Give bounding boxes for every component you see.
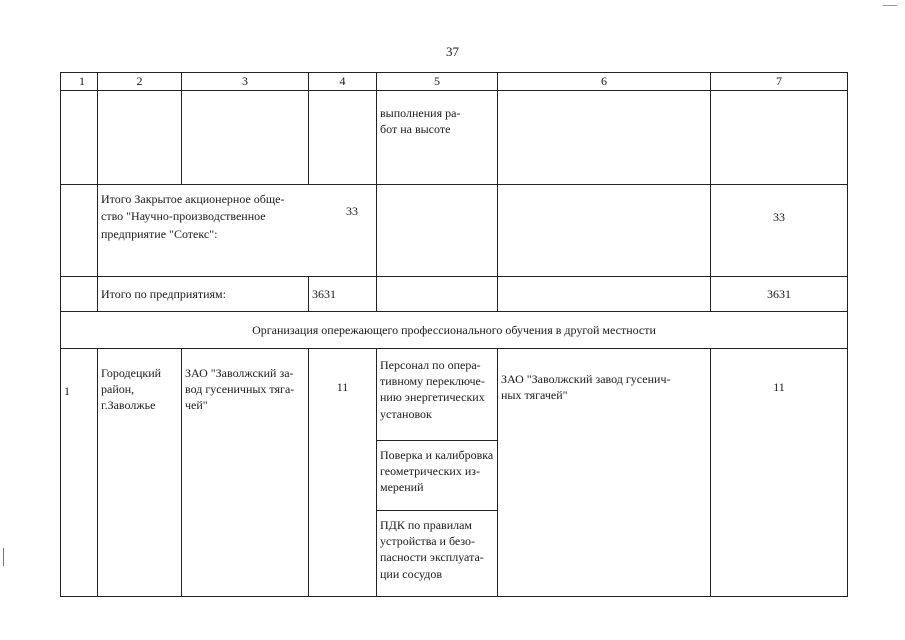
overall-total-count: 3631 xyxy=(309,277,377,312)
header-cell: 1 xyxy=(61,73,98,91)
table-cell xyxy=(377,277,498,312)
table-cell xyxy=(61,277,98,312)
section-header-row xyxy=(61,312,848,349)
page-number: 37 xyxy=(446,44,459,59)
overall-total-label: Итого по предприятиям: xyxy=(98,277,309,312)
column-number-header-row xyxy=(61,73,848,91)
table-row xyxy=(61,185,848,277)
table-cell xyxy=(498,277,711,312)
header-cell: 7 xyxy=(711,73,848,91)
company-total-count: 33 xyxy=(346,204,358,218)
header-cell: 3 xyxy=(182,73,309,91)
data-table xyxy=(60,72,848,597)
company-total-cell xyxy=(98,185,377,277)
table-cell xyxy=(182,91,309,185)
table-cell xyxy=(309,91,377,185)
training-program-cell: Поверка и калибровка геометрических из- мерений xyxy=(377,441,498,511)
table-cell xyxy=(61,185,98,277)
section-title: Организация опережающего профессионального обучения в другой местности xyxy=(61,312,848,349)
training-program-cell: Персонал по опера- тивному переключе- нию энергетических установок xyxy=(377,349,498,441)
participant-count-col7: 11 xyxy=(711,349,848,597)
header-cell: 6 xyxy=(498,73,711,91)
table-row xyxy=(61,349,848,441)
participant-count: 11 xyxy=(309,349,377,597)
table-row xyxy=(61,91,848,185)
header-cell: 4 xyxy=(309,73,377,91)
header-cell: 2 xyxy=(98,73,182,91)
table-cell xyxy=(61,91,98,185)
table-cell xyxy=(498,91,711,185)
district-cell: Городецкий район, г.Заволжье xyxy=(98,349,182,597)
training-program-cell: выполнения ра- бот на высоте xyxy=(377,91,498,185)
table-row xyxy=(61,277,848,312)
company-total-label: Итого Закрытое акционерное обще- ство "Научно-производственное предприятие "Сотекс": xyxy=(101,192,285,241)
organization-cell: ЗАО "Заволжский за- вод гусеничных тяга- чей" xyxy=(182,349,309,597)
scan-edge-mark xyxy=(3,548,4,566)
table-cell xyxy=(711,91,848,185)
overall-total-count-col7: 3631 xyxy=(711,277,848,312)
table-cell xyxy=(98,91,182,185)
header-cell: 5 xyxy=(377,73,498,91)
training-provider-cell: ЗАО "Заволжский завод гусенич- ных тягачей" xyxy=(498,349,711,597)
row-number: 1 xyxy=(61,349,98,597)
table-cell xyxy=(377,185,498,277)
company-total-count-col7: 33 xyxy=(711,185,848,277)
training-program-cell: ПДК по правилам устройства и безо- пасности эксплуата- ции сосудов xyxy=(377,511,498,597)
table-cell xyxy=(498,185,711,277)
scan-edge-mark xyxy=(883,5,897,6)
